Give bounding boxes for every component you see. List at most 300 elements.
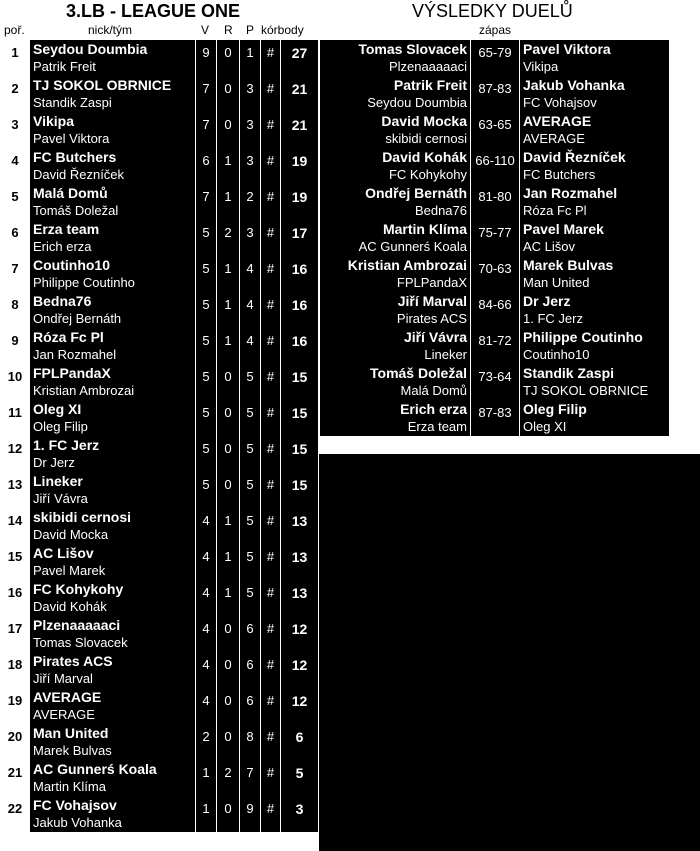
wins-cell: 4 [196,508,216,544]
team-cell [30,220,195,256]
wins-cell: 5 [196,256,216,292]
standings-row [0,652,319,688]
wins-cell: 4 [196,688,216,724]
team-cell [30,544,195,580]
losses-cell: 4 [240,292,260,328]
wins-cell: 5 [196,472,216,508]
team-name: Erza team [33,221,100,237]
duel-away-team: Oleg XI [523,419,567,434]
hash-cell: # [261,148,280,184]
draws-cell: 1 [217,328,239,364]
draws-cell: 0 [217,40,239,76]
team-name: Man United [33,725,109,741]
wins-cell: 1 [196,760,216,796]
duel-away-name: AVERAGE [523,113,592,129]
points-cell: 15 [281,400,318,436]
points-cell: 13 [281,580,318,616]
rank-cell: 8 [0,292,30,328]
wins-cell: 2 [196,724,216,760]
team-cell [30,652,195,688]
duel-home-name: Jiří Marval [397,293,467,309]
wins-cell: 4 [196,616,216,652]
duel-away [520,76,669,112]
duel-away-name: Pavel Viktora [523,41,611,57]
hash-cell: # [261,328,280,364]
player-name: Ondřej Bernáth [33,311,122,326]
points-cell: 6 [281,724,318,760]
hash-cell: # [261,364,280,400]
duel-score: 66-110 [471,148,519,184]
duel-score: 63-65 [471,112,519,148]
duel-home-team: Seydou Doumbia [367,95,467,110]
rank-cell: 2 [0,76,30,112]
team-name: Seydou Doumbia [33,41,148,57]
hash-cell: # [261,796,280,832]
draws-cell: 1 [217,148,239,184]
hash-cell: # [261,292,280,328]
draws-cell: 0 [217,472,239,508]
duel-home [320,112,470,148]
duel-score: 84-66 [471,292,519,328]
duel-score: 73-64 [471,364,519,400]
duel-row [319,76,669,112]
losses-cell: 5 [240,400,260,436]
rank-cell: 1 [0,40,30,76]
standings-row [0,616,319,652]
duel-away-team: Coutinho10 [523,347,590,362]
standings-row [0,40,319,76]
points-cell: 15 [281,472,318,508]
team-cell [30,112,195,148]
hash-cell: # [261,256,280,292]
player-name: Marek Bulvas [33,743,112,758]
rank-cell: 16 [0,580,30,616]
points-cell: 19 [281,148,318,184]
duel-home-name: Kristian Ambrozai [347,257,467,273]
hash-cell: # [261,112,280,148]
duel-row [319,184,669,220]
hash-cell: # [261,652,280,688]
duel-away-team: FC Butchers [523,167,596,182]
team-cell [30,256,195,292]
duel-score: 75-77 [471,220,519,256]
duel-away-team: Vikipa [523,59,559,74]
duel-home-name: Tomas Slovacek [358,41,467,57]
standings-row [0,112,319,148]
duel-away-name: Standik Zaspi [523,365,615,381]
duel-away [520,184,669,220]
draws-cell: 0 [217,364,239,400]
team-cell [30,292,195,328]
rank-cell: 12 [0,436,30,472]
team-name: Coutinho10 [33,257,110,273]
duel-home-name: Martin Klíma [382,221,467,237]
losses-cell: 5 [240,472,260,508]
team-cell [30,616,195,652]
draws-cell: 0 [217,400,239,436]
duel-away-team: AVERAGE [523,131,585,146]
duel-away [520,148,669,184]
duel-away [520,40,669,76]
points-cell: 13 [281,544,318,580]
duel-score: 70-63 [471,256,519,292]
standings-row [0,328,319,364]
duel-away-team: FC Vohajsov [523,95,597,110]
duel-away [520,400,669,436]
duel-home-name: Ondřej Bernáth [365,185,467,201]
rank-cell: 10 [0,364,30,400]
player-name: Jakub Vohanka [33,815,122,830]
duel-row [319,292,669,328]
duel-row [319,112,669,148]
rank-cell: 6 [0,220,30,256]
hash-cell: # [261,184,280,220]
player-name: Martin Klíma [33,779,106,794]
player-name: Tomas Slovacek [33,635,128,650]
header-p: P [246,23,255,37]
duel-away [520,292,669,328]
team-name: Oleg XI [33,401,82,417]
wins-cell: 5 [196,436,216,472]
duel-row [319,220,669,256]
wins-cell: 6 [196,148,216,184]
draws-cell: 0 [217,112,239,148]
duel-away-team: TJ SOKOL OBRNICE [523,383,649,398]
draws-cell: 1 [217,544,239,580]
points-cell: 16 [281,328,318,364]
draws-cell: 0 [217,796,239,832]
hash-cell: # [261,472,280,508]
losses-cell: 5 [240,364,260,400]
wins-cell: 4 [196,580,216,616]
duel-away-name: Jan Rozmahel [523,185,618,201]
header-r: R [224,23,233,37]
team-cell [30,76,195,112]
duel-home-team: Lineker [424,347,467,362]
points-cell: 15 [281,364,318,400]
standings-row [0,220,319,256]
duel-away-name: Jakub Vohanka [523,77,625,93]
team-cell [30,508,195,544]
player-name: Oleg Filip [33,419,88,434]
duel-home-team: Bedna76 [414,203,467,218]
standings-row [0,688,319,724]
duel-score: 87-83 [471,400,519,436]
header-nick: nick/tým [88,23,133,37]
duel-home [320,40,470,76]
team-cell [30,688,195,724]
duel-home-name: David Mocka [381,113,467,129]
duel-away-name: Philippe Coutinho [523,329,643,345]
duel-away-team: 1. FC Jerz [523,311,583,326]
wins-cell: 7 [196,76,216,112]
standings-row [0,400,319,436]
duel-home-team: skibidi cernosi [385,131,467,146]
losses-cell: 6 [240,616,260,652]
team-cell [30,400,195,436]
points-cell: 21 [281,76,318,112]
duel-home-name: Jiří Vávra [403,329,467,345]
duel-away-team: AC Lišov [523,239,576,254]
player-name: David Mocka [33,527,109,542]
duel-away-name: Pavel Marek [523,221,604,237]
losses-cell: 4 [240,328,260,364]
hash-cell: # [261,400,280,436]
player-name: Jiří Vávra [33,491,88,506]
draws-cell: 2 [217,760,239,796]
rank-cell: 11 [0,400,30,436]
draws-cell: 0 [217,76,239,112]
losses-cell: 7 [240,760,260,796]
losses-cell: 6 [240,688,260,724]
standings-row [0,292,319,328]
losses-cell: 5 [240,544,260,580]
wins-cell: 4 [196,652,216,688]
points-cell: 12 [281,616,318,652]
wins-cell: 7 [196,184,216,220]
losses-cell: 9 [240,796,260,832]
team-cell [30,328,195,364]
standings-row [0,508,319,544]
losses-cell: 8 [240,724,260,760]
duel-row [319,364,669,400]
duel-away [520,112,669,148]
header-points: kórbody [261,23,304,37]
header-match: zápas [479,23,512,37]
duel-home-name: Tomáš Doležal [370,365,467,381]
draws-cell: 0 [217,724,239,760]
team-cell [30,580,195,616]
duel-home-team: Pirates ACS [396,311,467,326]
duel-away-name: Dr Jerz [523,293,571,309]
player-name: Pavel Marek [33,563,106,578]
duel-score: 87-83 [471,76,519,112]
player-name: Pavel Viktora [33,131,110,146]
player-name: David Kohák [33,599,107,614]
player-name: Philippe Coutinho [33,275,135,290]
duel-away [520,256,669,292]
team-name: Plzenaaaaaci [33,617,121,633]
team-cell [30,724,195,760]
team-cell [30,436,195,472]
player-name: Patrik Freit [33,59,96,74]
points-cell: 13 [281,508,318,544]
duel-away [520,328,669,364]
rank-cell: 17 [0,616,30,652]
duels-title: VÝSLEDKY DUELŮ [412,1,573,21]
duel-away-name: David Řezníček [523,149,626,165]
standings-row [0,184,319,220]
losses-cell: 6 [240,652,260,688]
duel-away-team: Róza Fc Pl [523,203,587,218]
duel-home-name: David Kohák [382,149,467,165]
duel-home [320,220,470,256]
team-name: AVERAGE [33,689,102,705]
team-cell [30,796,195,832]
duel-home-team: FC Kohykohy [388,167,467,182]
draws-cell: 1 [217,256,239,292]
wins-cell: 5 [196,220,216,256]
hash-cell: # [261,40,280,76]
duel-home-name: Erich erza [400,401,467,417]
rank-cell: 4 [0,148,30,184]
wins-cell: 4 [196,544,216,580]
hash-cell: # [261,220,280,256]
duel-row [319,256,669,292]
player-name: Kristian Ambrozai [33,383,135,398]
duel-away-team: Man United [523,275,590,290]
rank-cell: 20 [0,724,30,760]
points-cell: 12 [281,688,318,724]
hash-cell: # [261,436,280,472]
team-name: Malá Domů [33,185,108,201]
team-cell [30,472,195,508]
standings-row [0,472,319,508]
hash-cell: # [261,688,280,724]
hash-cell: # [261,544,280,580]
standings-row [0,724,319,760]
standings-row [0,364,319,400]
team-cell [30,364,195,400]
duel-home [320,400,470,436]
standings-row [0,76,319,112]
team-name: skibidi cernosi [33,509,132,525]
duel-home-team: FPLPandaX [396,275,467,290]
team-name: Bedna76 [33,293,92,309]
standings-row [0,796,319,832]
wins-cell: 9 [196,40,216,76]
team-name: Pirates ACS [33,653,113,669]
rank-cell: 19 [0,688,30,724]
duel-row [319,400,669,436]
duel-row [319,328,669,364]
team-cell [30,760,195,796]
player-name: David Řezníček [33,167,125,182]
duel-row [319,148,669,184]
team-cell [30,148,195,184]
points-cell: 19 [281,184,318,220]
duel-score: 81-72 [471,328,519,364]
points-cell: 27 [281,40,318,76]
standings-row [0,760,319,796]
duel-home-name: Patrik Freit [393,77,467,93]
rank-cell: 3 [0,112,30,148]
losses-cell: 2 [240,184,260,220]
draws-cell: 0 [217,436,239,472]
duel-row [319,40,669,76]
standings-row [0,148,319,184]
duel-home-team: Plzenaaaaaci [388,59,467,74]
rank-cell: 22 [0,796,30,832]
points-cell: 5 [281,760,318,796]
duel-home-team: Erza team [407,419,467,434]
points-cell: 16 [281,292,318,328]
player-name: Erich erza [33,239,92,254]
losses-cell: 1 [240,40,260,76]
header-rank: poř. [4,23,25,37]
standings-row [0,436,319,472]
duel-home-team: Malá Domů [400,383,467,398]
rank-cell: 14 [0,508,30,544]
player-name: Standik Zaspi [33,95,112,110]
points-cell: 15 [281,436,318,472]
team-name: Lineker [33,473,83,489]
hash-cell: # [261,76,280,112]
header-v: V [201,23,210,37]
team-name: FC Vohajsov [33,797,117,813]
league-title: 3.LB - LEAGUE ONE [66,1,241,21]
team-cell [30,40,195,76]
team-name: Róza Fc Pl [33,329,104,345]
duel-home [320,256,470,292]
wins-cell: 5 [196,364,216,400]
team-name: AC Gunnerś Koala [33,761,157,777]
duel-home [320,292,470,328]
draws-cell: 1 [217,292,239,328]
team-cell [30,184,195,220]
player-name: AVERAGE [33,707,95,722]
team-name: FC Butchers [33,149,117,165]
draws-cell: 1 [217,184,239,220]
points-cell: 17 [281,220,318,256]
team-name: AC Lišov [33,545,94,561]
duel-home-team: AC Gunnerś Koala [358,239,467,254]
draws-cell: 1 [217,508,239,544]
points-cell: 16 [281,256,318,292]
hash-cell: # [261,580,280,616]
draws-cell: 0 [217,616,239,652]
player-name: Jiří Marval [33,671,93,686]
losses-cell: 3 [240,220,260,256]
team-name: FPLPandaX [33,365,111,381]
team-name: 1. FC Jerz [33,437,100,453]
team-name: TJ SOKOL OBRNICE [33,77,172,93]
losses-cell: 3 [240,76,260,112]
rank-cell: 13 [0,472,30,508]
draws-cell: 0 [217,652,239,688]
wins-cell: 5 [196,292,216,328]
hash-cell: # [261,760,280,796]
rank-cell: 9 [0,328,30,364]
draws-cell: 2 [217,220,239,256]
losses-cell: 3 [240,148,260,184]
rank-cell: 5 [0,184,30,220]
draws-cell: 0 [217,688,239,724]
wins-cell: 5 [196,400,216,436]
duel-home [320,328,470,364]
duel-away-name: Marek Bulvas [523,257,614,273]
losses-cell: 5 [240,508,260,544]
player-name: Dr Jerz [33,455,75,470]
losses-cell: 4 [240,256,260,292]
losses-cell: 3 [240,112,260,148]
points-cell: 12 [281,652,318,688]
losses-cell: 5 [240,436,260,472]
duel-home [320,148,470,184]
player-name: Tomáš Doležal [33,203,119,218]
duel-score: 65-79 [471,40,519,76]
duel-score: 81-80 [471,184,519,220]
losses-cell: 5 [240,580,260,616]
player-name: Jan Rozmahel [33,347,117,362]
rank-cell: 21 [0,760,30,796]
duel-away [520,364,669,400]
rank-cell: 7 [0,256,30,292]
draws-cell: 1 [217,580,239,616]
team-name: FC Kohykohy [33,581,124,597]
duel-away-name: Oleg Filip [523,401,587,417]
duel-away [520,220,669,256]
